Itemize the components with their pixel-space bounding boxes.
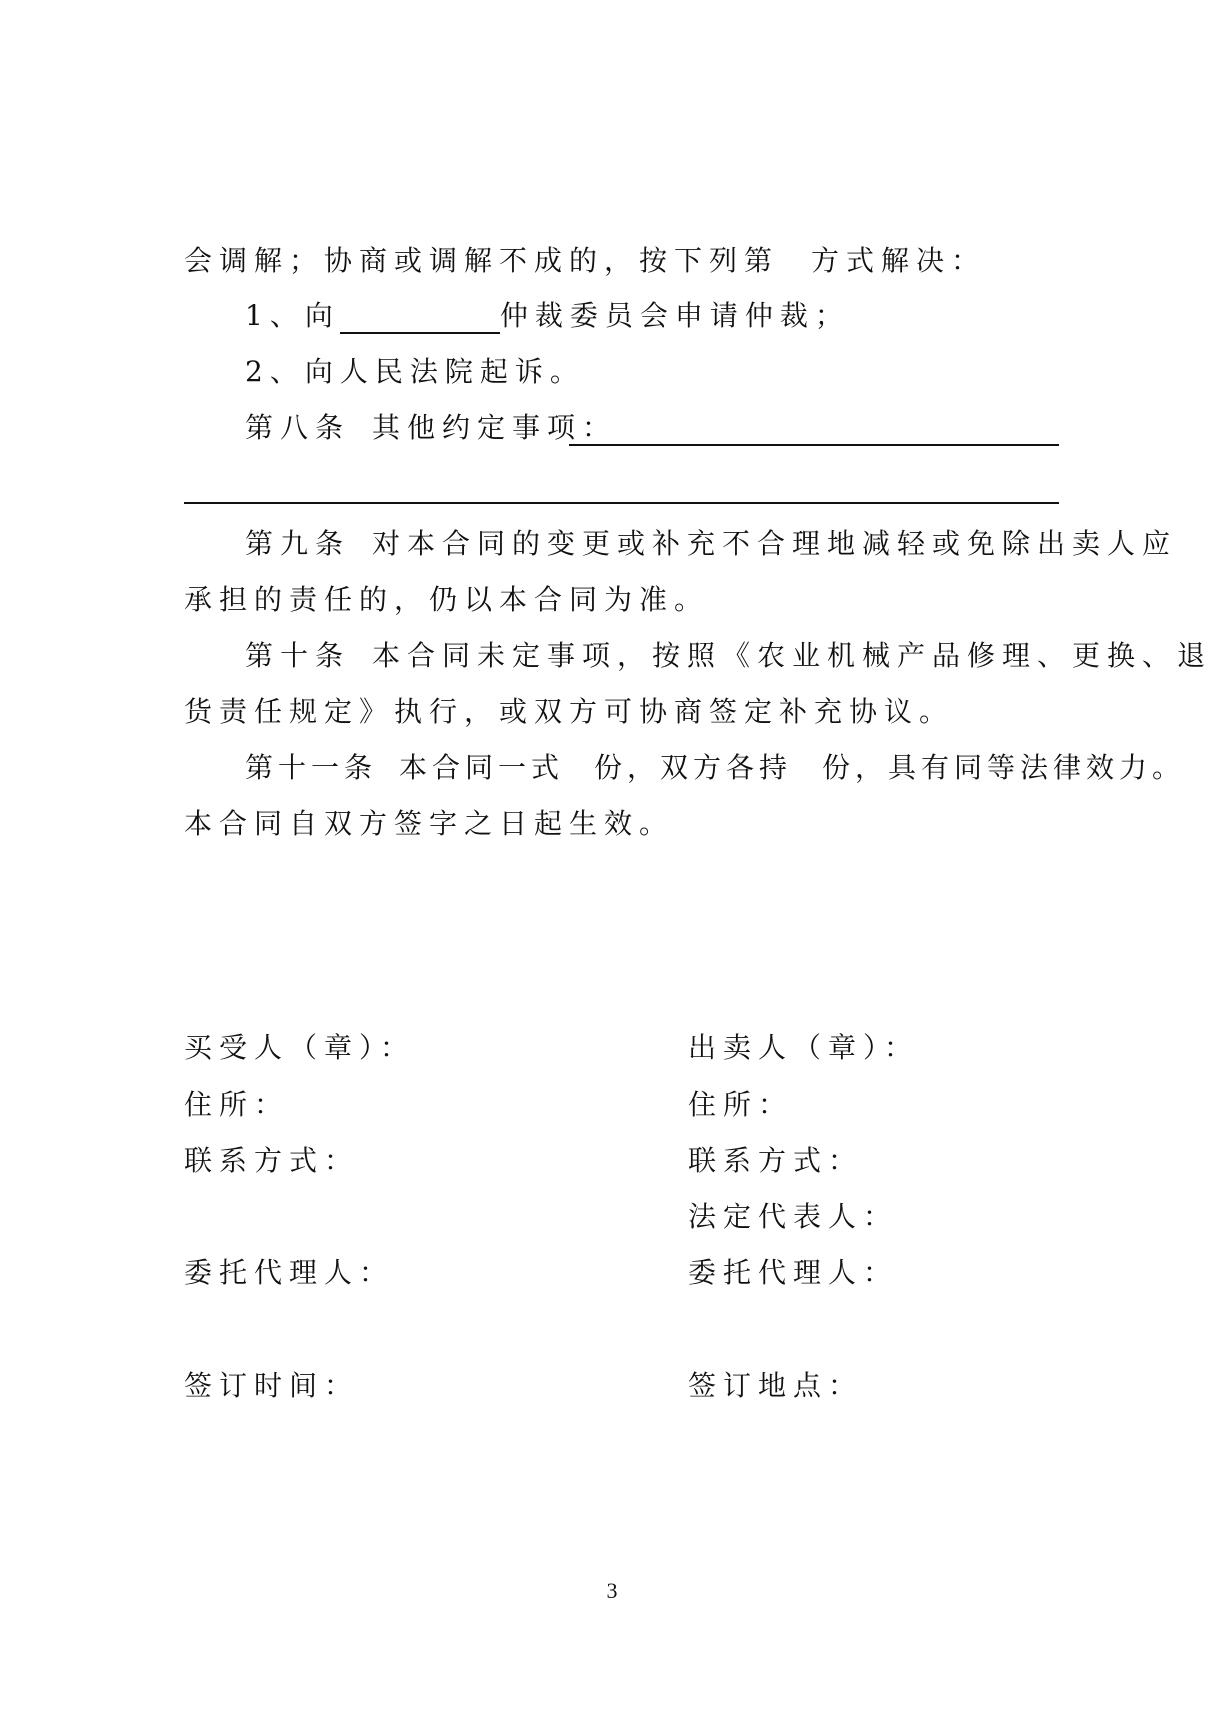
clause-10-continuation [184, 694, 954, 730]
seller-legal-rep-label: 法定代表人： [688, 1200, 899, 1233]
clause-10-number: 第十条 [245, 639, 351, 672]
buyer-seal-label: 买受人（章）： [184, 1031, 416, 1064]
sign-place-label: 签订地点： [688, 1369, 864, 1402]
seller-agent-label: 委托代理人： [688, 1256, 899, 1289]
clause-8-number: 第八条 [245, 411, 351, 444]
option-1-text-a: 1、向 [245, 299, 340, 332]
buyer-address-label: 住所： [184, 1088, 290, 1121]
clause-11 [245, 750, 1185, 786]
clause-9-continuation [184, 582, 709, 618]
clause-8-text: 其他约定事项： [372, 411, 618, 444]
seller-address-label: 住所： [688, 1088, 794, 1121]
clause-7-text-a: 会调解；协商或调解不成的，按下列第 [184, 244, 780, 277]
clause-11-number: 第十一条 [245, 751, 378, 784]
clause-11-text-a: 本合同一式 [399, 751, 565, 784]
page-number: 3 [606, 1578, 618, 1603]
option-1-text-b: 仲裁委员会申请仲裁； [499, 299, 850, 332]
clause-8 [245, 410, 617, 446]
clause-9-number: 第九条 [245, 527, 351, 560]
other-matters-blank-line-2 [184, 502, 1059, 504]
buyer-agent-label: 委托代理人： [184, 1256, 395, 1289]
seller-contact-label: 联系方式： [688, 1144, 864, 1177]
seller-seal-label: 出卖人（章）： [688, 1031, 920, 1064]
clause-11-continuation [184, 806, 674, 842]
option-1-arbitration [245, 298, 850, 334]
clause-9-text: 对本合同的变更或补充不合理地减轻或免除出卖人应 [372, 527, 1178, 560]
clause-9-text-cont: 承担的责任的，仍以本合同为准。 [184, 583, 710, 616]
buyer-contact-label: 联系方式： [184, 1144, 360, 1177]
clause-11-text-b: 份，双方各持 [594, 751, 793, 784]
clause-9 [245, 526, 1177, 562]
clause-7-text-b: 方式解决： [811, 244, 987, 277]
arbitration-committee-blank [340, 302, 500, 334]
clause-10-text: 本合同未定事项，按照《农业机械产品修理、更换、退 [372, 639, 1213, 672]
clause-10-text-cont: 货责任规定》执行，或双方可协商签定补充协议。 [184, 695, 955, 728]
option-2-litigation [245, 354, 585, 390]
sign-time-label: 签订时间： [184, 1369, 360, 1402]
clause-11-text-c: 份，具有同等法律效力。 [822, 751, 1186, 784]
option-2-text: 2、向人民法院起诉。 [245, 355, 585, 388]
clause-11-text-cont: 本合同自双方签字之日起生效。 [184, 807, 675, 840]
clause-7-continuation [184, 243, 986, 279]
other-matters-blank-line-1 [569, 444, 1059, 446]
clause-10 [245, 638, 1212, 674]
